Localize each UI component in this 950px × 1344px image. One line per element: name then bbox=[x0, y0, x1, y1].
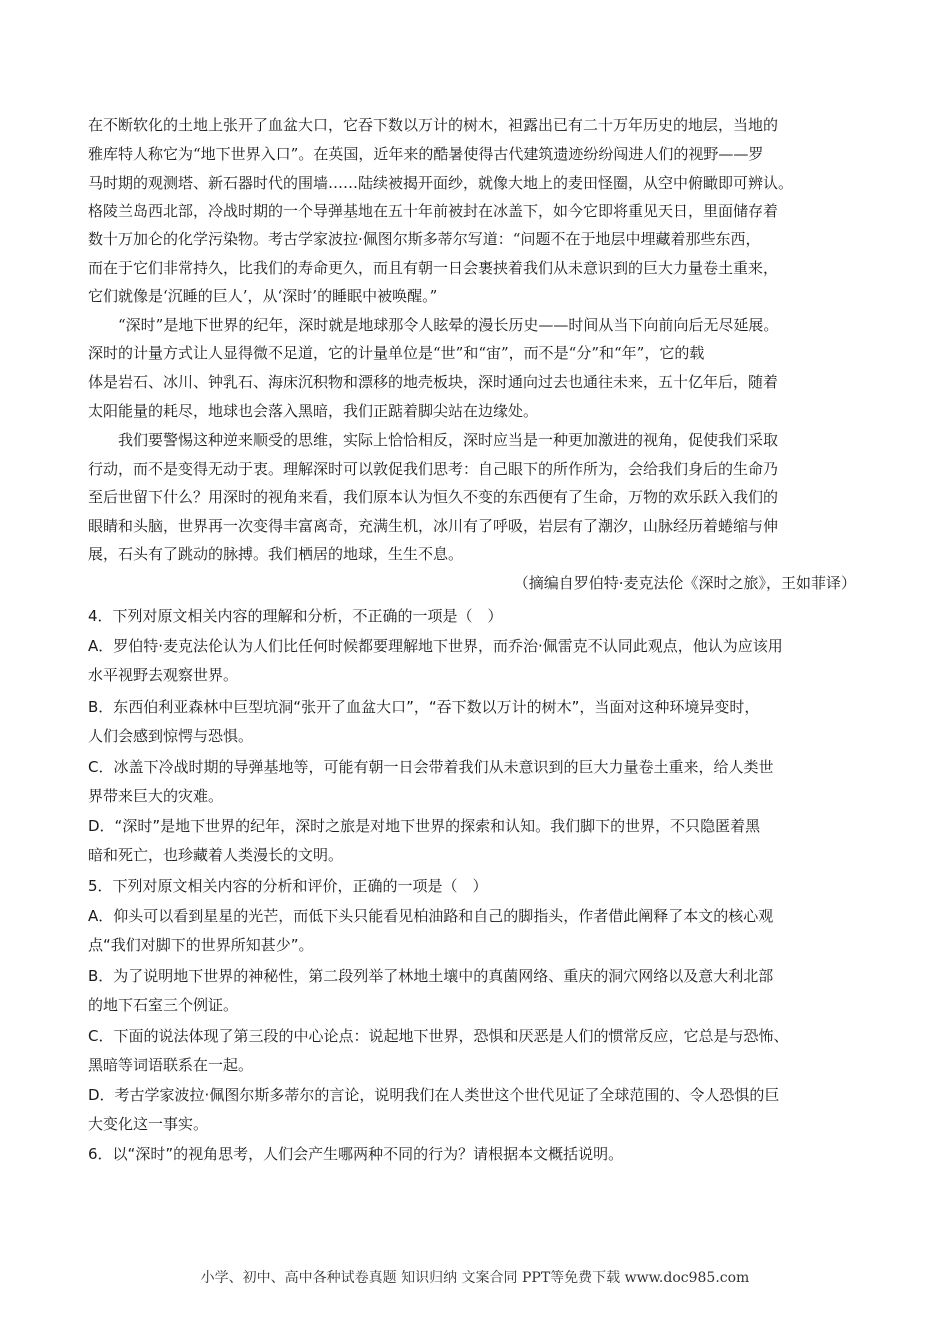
passage-line: 深时的计量方式让人显得微不足道，它的计量单位是“世”和“宙”，而不是“分”和“年”，它的载 bbox=[88, 344, 705, 362]
question-4-option-b-cont: 人们会感到惊愕与恐惧。 bbox=[88, 727, 254, 745]
question-5-option-c-cont: 黑暗等词语联系在一起。 bbox=[88, 1056, 254, 1074]
passage-line: 数十万加仑的化学污染物。考古学家波拉·佩图尔斯多蒂尔写道：“问题不在于地层中埋藏着那些东西， bbox=[88, 230, 761, 248]
question-5-option-d-cont: 大变化这一事实。 bbox=[88, 1115, 209, 1133]
question-5-option-b-cont: 的地下石室三个例证。 bbox=[88, 996, 239, 1014]
passage-line: 眼睛和头脑，世界再一次变得丰富离奇，充满生机，冰川有了呼吸，岩层有了潮汐，山脉经历着蜷缩与伸 bbox=[88, 517, 779, 535]
passage-line: 格陵兰岛西北部，冷战时期的一个导弹基地在五十年前被封在冰盖下，如今它即将重见天日，里面储存着 bbox=[88, 202, 779, 220]
question-5-option-a-cont: 点“我们对脚下的世界所知甚少”。 bbox=[88, 936, 314, 954]
passage-line: 体是岩石、冰川、钟乳石、海床沉积物和漂移的地壳板块，深时通向过去也通往未来，五十亿年后，随着 bbox=[88, 373, 779, 391]
passage-line: 我们要警惕这种逆来顺受的思维，实际上恰恰相反，深时应当是一种更加激进的视角，促使我们采取 bbox=[88, 431, 779, 449]
passage-line: 展，石头有了跳动的脉搏。我们栖居的地球，生生不息。 bbox=[88, 545, 464, 563]
question-5-option-c: C．下面的说法体现了第三段的中心论点：说起地下世界，恐惧和厌恶是人们的惯常反应，它总是与恐怖、 bbox=[88, 1027, 789, 1045]
question-4-option-c-cont: 界带来巨大的灾难。 bbox=[88, 787, 224, 805]
passage-line: 至后世留下什么？用深时的视角来看，我们原本认为恒久不变的东西便有了生命，万物的欢乐跃入我们的 bbox=[88, 488, 779, 506]
passage-line: “深时”是地下世界的纪年，深时就是地球那令人眩晕的漫长历史——时间从当下向前向后无尽延展。 bbox=[88, 316, 779, 334]
question-5-stem: 5．下列对原文相关内容的分析和评价，正确的一项是（ ） bbox=[88, 877, 488, 895]
passage-line: 它们就像是‘沉睡的巨人’，从‘深时’的睡眠中被唤醒。” bbox=[88, 287, 438, 305]
question-4-option-a: A．罗伯特·麦克法伦认为人们比任何时候都要理解地下世界，而乔治·佩雷克不认同此观点，他认为应该用 bbox=[88, 637, 783, 655]
question-4-option-d-cont: 暗和死亡，也珍藏着人类漫长的文明。 bbox=[88, 846, 344, 864]
question-4-option-c: C．冰盖下冷战时期的导弹基地等，可能有朝一日会带着我们从未意识到的巨大力量卷土重来，给人类世 bbox=[88, 758, 774, 776]
passage-line: 马时期的观测塔、新石器时代的围墙……陆续被揭开面纱，就像大地上的麦田怪圈，从空中俯瞰即可辨认。 bbox=[88, 174, 794, 192]
passage-line: 行动，而不是变得无动于衷。理解深时可以敦促我们思考：自己眼下的所作所为，会给我们身后的生命乃 bbox=[88, 460, 779, 478]
page-footer: 小学、初中、高中各种试卷真题 知识归纳 文案合同 PPT等免费下载 www.doc985.com bbox=[200, 1270, 750, 1286]
passage-line: 而在于它们非常持久，比我们的寿命更久，而且有朝一日会裹挟着我们从未意识到的巨大力量卷土重来， bbox=[88, 259, 779, 277]
question-5-option-d: D．考古学家波拉·佩图尔斯多蒂尔的言论，说明我们在人类世这个世代见证了全球范围的、令人恐惧的巨 bbox=[88, 1086, 780, 1104]
question-4-stem: 4．下列对原文相关内容的理解和分析，不正确的一项是（ ） bbox=[88, 607, 503, 625]
passage-line: 在不断软化的土地上张开了血盆大口，它吞下数以万计的树木，袒露出已有二十万年历史的地层，当地的 bbox=[88, 116, 779, 134]
question-4-option-b: B．东西伯利亚森林中巨型坑洞“张开了血盆大口”，“吞下数以万计的树木”，当面对这种环境异变时， bbox=[88, 698, 760, 716]
question-6-stem: 6．以“深时”的视角思考，人们会产生哪两种不同的行为？请根据本文概括说明。 bbox=[88, 1145, 624, 1163]
question-4-option-d: D．“深时”是地下世界的纪年，深时之旅是对地下世界的探索和认知。我们脚下的世界，不只隐匿着黑 bbox=[88, 817, 761, 835]
passage-line: 雅库特人称它为“地下世界入口”。在英国，近年来的酷暑使得古代建筑遗迹纷纷闯进人们的视野——罗 bbox=[88, 145, 764, 163]
question-5-option-b: B．为了说明地下世界的神秘性，第二段列举了林地土壤中的真菌网络、重庆的洞穴网络以及意大利北部 bbox=[88, 967, 774, 985]
passage-source: （摘编自罗伯特·麦克法伦《深时之旅》，王如菲译） bbox=[513, 574, 856, 592]
question-4-option-a-cont: 水平视野去观察世界。 bbox=[88, 666, 239, 684]
question-5-option-a: A．仰头可以看到星星的光芒，而低下头只能看见柏油路和自己的脚指头，作者借此阐释了本文的核心观 bbox=[88, 907, 774, 925]
passage-line: 太阳能量的耗尽，地球也会落入黑暗，我们正踮着脚尖站在边缘处。 bbox=[88, 402, 539, 420]
